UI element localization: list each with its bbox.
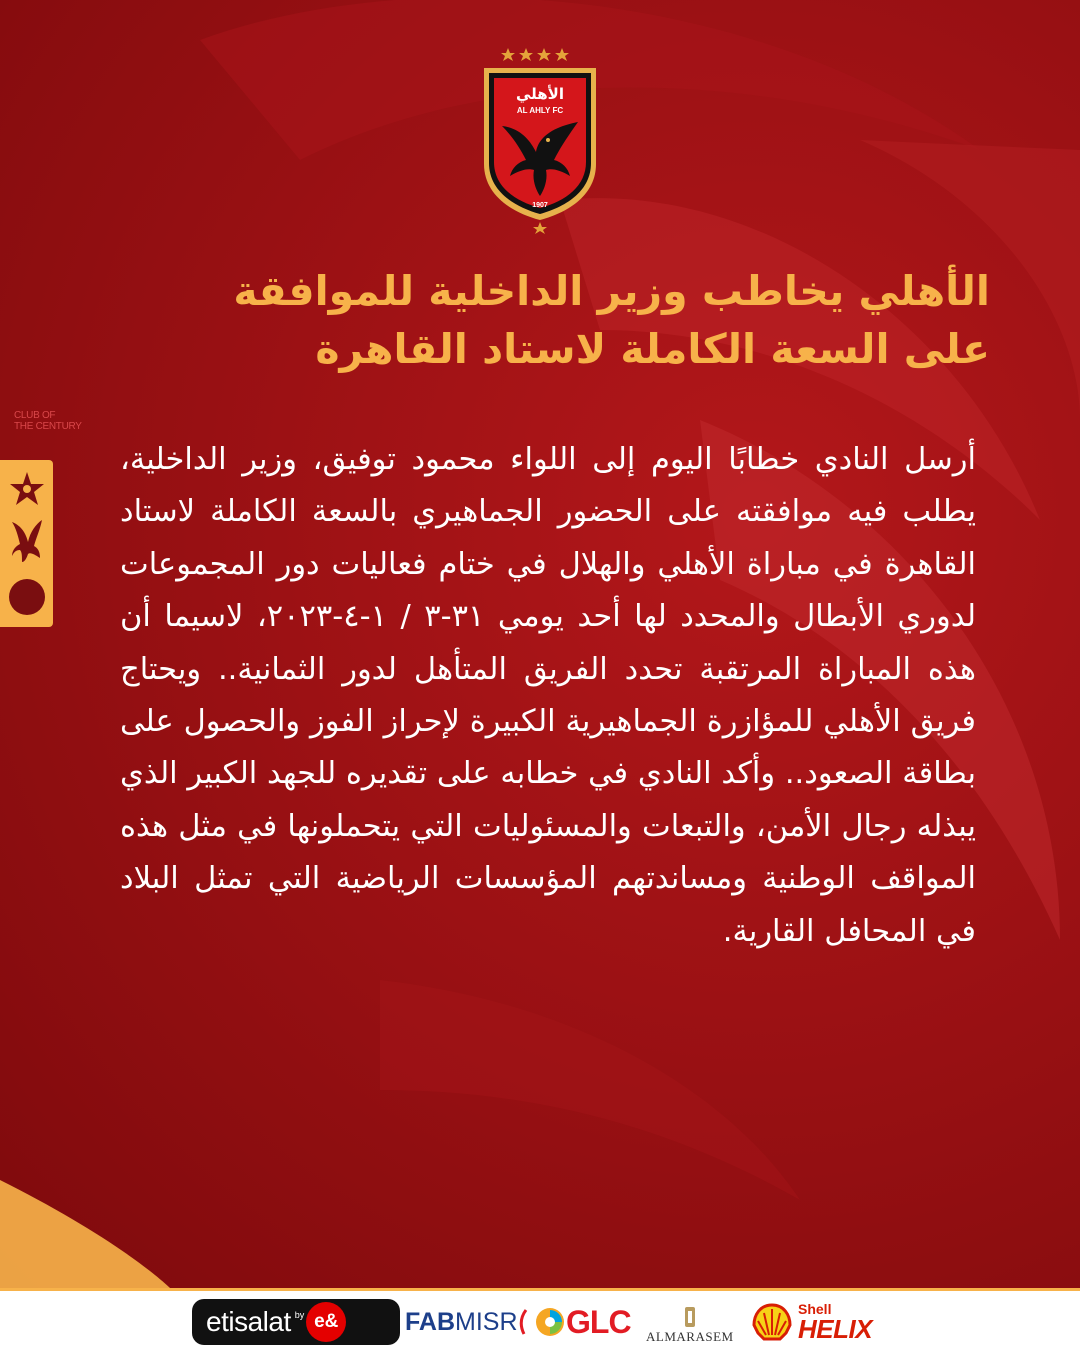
tagline-line-2: THE CENTURY (14, 421, 82, 432)
helix-wordmark (798, 1302, 872, 1342)
headline-line-1: الأهلي يخاطب وزير الداخلية للموافقة (233, 267, 990, 315)
shell-pecten-icon (752, 1303, 792, 1341)
svg-text:AL AHLY FC: AL AHLY FC (516, 106, 564, 115)
sponsor-bar (0, 1288, 1080, 1350)
shell-wordmark: Shell (798, 1301, 832, 1317)
shell-helix-logo (752, 1299, 872, 1345)
glc-paints-logo (534, 1299, 631, 1345)
misr-wordmark: MISR (455, 1307, 518, 1336)
glc-wordmark: GLC (566, 1303, 631, 1340)
e-and-logo: e& (306, 1302, 346, 1342)
fab-misr-logo (405, 1305, 528, 1339)
club-tagline (14, 410, 104, 432)
crest-bottom-star-icon (533, 222, 547, 234)
eagle-icon (8, 516, 46, 568)
svg-text:1907: 1907 (532, 202, 548, 209)
circle-icon (8, 578, 46, 620)
fab-wordmark: FAB (405, 1307, 455, 1336)
fab-swoosh-icon (518, 1308, 528, 1336)
almarasem-logo (646, 1301, 734, 1345)
al-ahly-crest-logo (478, 44, 602, 234)
helix-text: HELIX (798, 1314, 873, 1344)
article-body: أرسل النادي خطابًا اليوم إلى اللواء محمود توفيق، وزير الداخلية، يطلب فيه موافقته على الحضور الجماهيري بالسعة الكاملة لاستاد القاهرة في مباراة الأهلي والهلال في ختام فعاليات دور المجموعات لدوري الأبطال والمحدد لها أحد يومي ٣١-٣ / ١-٤-٢٠٢٣، لاسيما أن هذه المباراة المرتقبة تحدد الفريق المتأهل لدور الثمانية.. ويحتاج فريق الأهلي للمؤازرة الجماهيرية الكبيرة لإحراز الفوز والحصول على بطاقة الصعود.. وأكد النادي في خطابه على تقديره للجهد الكبير الذي يبذله رجال الأمن، والتبعات والمسئوليات التي يتحملونها في مثل هذه المواقف الوطنية ومساندتهم المؤسسات الرياضية التي تمثل البلاد في المحافل القارية. (120, 442, 977, 949)
etisalat-wordmark: etisalat (206, 1306, 291, 1337)
etisalat-by: by (294, 1310, 305, 1320)
star-icon (8, 470, 46, 512)
side-strip (0, 460, 53, 627)
glc-drop-icon (534, 1306, 566, 1338)
etisalat-logo (192, 1299, 400, 1345)
almarasem-wordmark: ALMARASEM (646, 1329, 734, 1344)
tagline-line-1: CLUB OF (14, 410, 56, 421)
headline (60, 262, 990, 378)
svg-text:الأهلي: الأهلي (515, 85, 565, 103)
crest-stars-icon (501, 48, 569, 61)
headline-line-2: على السعة الكاملة لاستاد القاهرة (315, 325, 990, 373)
almarasem-emblem-icon (682, 1305, 698, 1329)
